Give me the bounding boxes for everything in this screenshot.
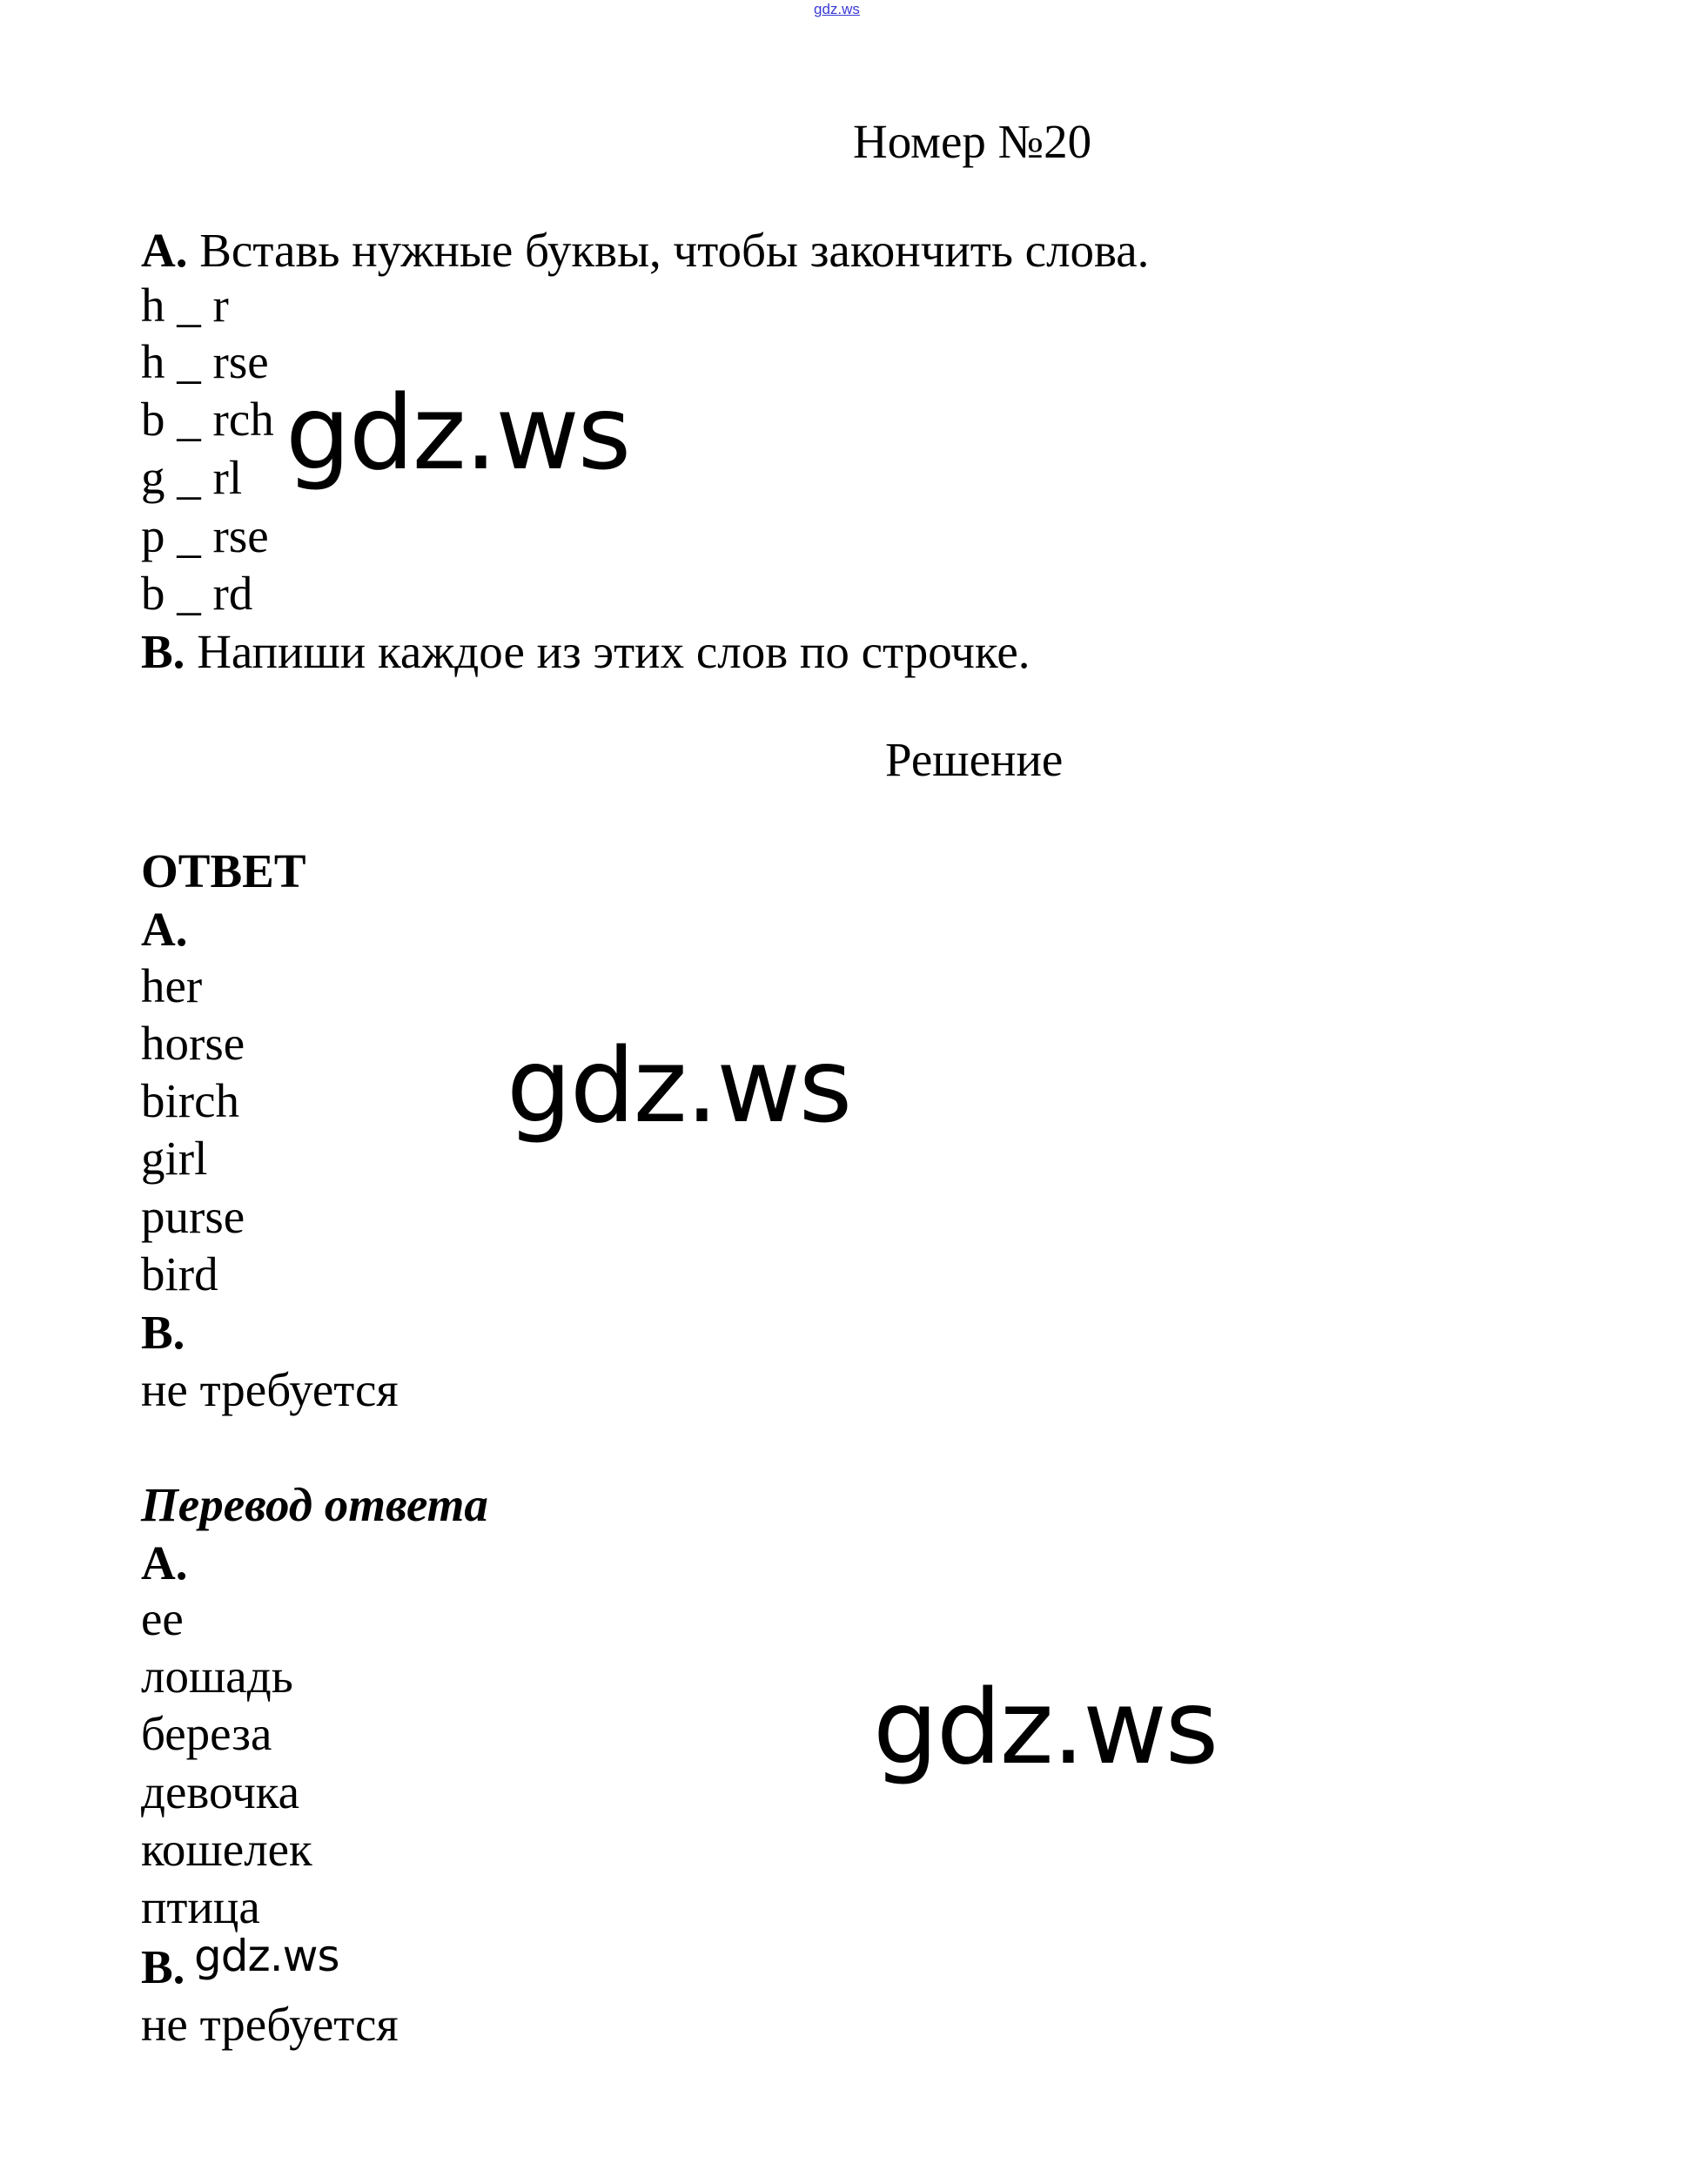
- answer-part-b-text: не требуется: [141, 1363, 399, 1416]
- answer-item: horse: [141, 1017, 245, 1070]
- translation-part-b-text: не требуется: [141, 1998, 399, 2051]
- solution-title: Решение: [885, 733, 1064, 786]
- watermark: gdz.ws: [285, 373, 630, 493]
- page-title: Номер №20: [853, 115, 1092, 168]
- answer-part-a-label: А.: [141, 903, 188, 956]
- task-item: p _ rse: [141, 509, 269, 562]
- task-part-a-line: [141, 224, 1150, 277]
- task-item: g _ rl: [141, 451, 243, 504]
- task-part-a-text: Вставь нужные буквы, чтобы закончить слова.: [187, 224, 1150, 277]
- task-item: h _ rse: [141, 335, 269, 388]
- task-item: h _ r: [141, 279, 229, 332]
- task-item: b _ rch: [141, 393, 274, 446]
- task-part-a-label: А.: [141, 224, 188, 277]
- watermark: gdz.ws: [507, 1025, 851, 1146]
- answer-item: bird: [141, 1247, 218, 1300]
- translation-item: девочка: [141, 1765, 300, 1818]
- answer-item: birch: [141, 1074, 240, 1127]
- translation-item: береза: [141, 1707, 272, 1760]
- task-item: b _ rd: [141, 567, 253, 620]
- translation-part-b-label: В.: [141, 1940, 185, 1993]
- task-part-b-label: В.: [141, 625, 185, 678]
- answer-item: her: [141, 959, 203, 1012]
- translation-item: лошадь: [141, 1650, 293, 1703]
- translation-heading: Перевод ответа: [141, 1478, 488, 1531]
- translation-item: птица: [141, 1880, 260, 1933]
- task-part-b-text: Напиши каждое из этих слов по строчке.: [185, 625, 1030, 678]
- source-link[interactable]: gdz.ws: [814, 1, 860, 17]
- translation-part-a-label: А.: [141, 1536, 188, 1589]
- answer-part-b-label: В.: [141, 1306, 185, 1359]
- watermark: gdz.ws: [194, 1931, 339, 1981]
- answer-heading: ОТВЕТ: [141, 844, 306, 897]
- watermark: gdz.ws: [873, 1667, 1218, 1787]
- translation-item: кошелек: [141, 1823, 312, 1876]
- answer-item: girl: [141, 1132, 208, 1185]
- task-part-b-line: [141, 625, 1030, 678]
- translation-item: ее: [141, 1592, 184, 1645]
- answer-item: purse: [141, 1190, 245, 1243]
